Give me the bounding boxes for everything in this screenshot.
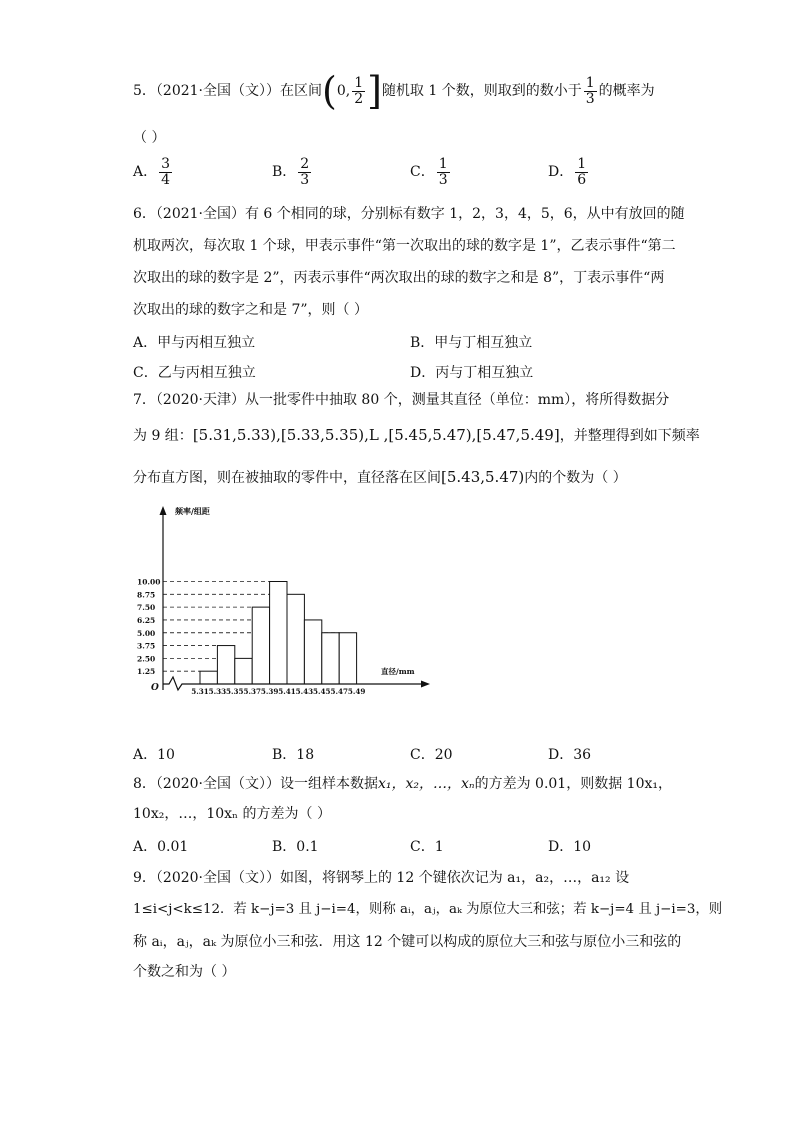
q6-line-2: 机取两次，每次取 1 个球，甲表示事件“第一次取出的球的数字是 1”，乙表示事件“第二: [133, 238, 676, 254]
x-axis-arrow: [421, 681, 430, 688]
q5-tail: 的概率为: [598, 83, 655, 99]
q8-option-c[interactable]: C．1: [410, 839, 444, 855]
q8-option-b[interactable]: B．0.1: [272, 839, 319, 855]
x-tick-label: 5.47: [330, 687, 348, 696]
x-tick-label: 5.49: [347, 687, 366, 696]
histogram-bar: [339, 633, 356, 684]
y-tick-label: 2.50: [137, 654, 156, 664]
q5-option-c[interactable]: C． $\frac{1}{3}$: [410, 156, 448, 188]
q5-option-a[interactable]: A． $\frac{3}{4}$: [133, 156, 171, 188]
q7-option-c[interactable]: C．20: [410, 747, 453, 763]
q6-option-c[interactable]: C．乙与丙相互独立: [133, 365, 256, 381]
x-axis-label: 直径/mm: [381, 667, 415, 676]
y-tick-label: 8.75: [137, 590, 156, 600]
q6-line-1: 6．（2021·全国）有 6 个相同的球，分别标有数字 1，2，3，4，5，6，从中有放回的随: [133, 206, 685, 222]
q9-line-4: 个数之和为（ ）: [133, 964, 236, 980]
histogram-bar: [270, 582, 287, 685]
q6-line-3: 次取出的球的数字是 2”，丙表示事件“两次取出的球的数字之和是 8”，丁表示事件“两: [133, 270, 665, 286]
q5-head: 5．（2021·全国（文））在区间: [133, 83, 322, 99]
y-tick-label: 7.50: [137, 603, 156, 613]
histogram-bar: [322, 633, 339, 684]
histogram-bar: [200, 671, 217, 684]
q5-option-d[interactable]: D． $\frac{1}{6}$: [548, 156, 587, 188]
q6-option-d[interactable]: D．丙与丁相互独立: [410, 365, 534, 381]
origin-label: O: [151, 683, 159, 693]
q5-answer-blank: （ ）: [133, 130, 166, 146]
q8-line-1: 8．（2020·全国（文））设一组样本数据x₁，x₂，…，xₙ的方差为 0.01，则数据 10x₁，: [133, 776, 672, 792]
q8-option-a[interactable]: A．0.01: [133, 839, 189, 855]
x-tick-label: 5.33: [208, 687, 227, 696]
q5-stem: [133, 69, 655, 113]
q8-option-d[interactable]: D．10: [548, 839, 592, 855]
x-tick-label: 5.31: [191, 687, 209, 696]
q7-option-b[interactable]: B．18: [272, 747, 315, 763]
q6-option-a[interactable]: A．甲与丙相互独立: [133, 335, 256, 351]
q5-interval: ( 0, $\frac{1}{2}$ ]: [322, 69, 382, 113]
q6-option-b[interactable]: B．甲与丁相互独立: [410, 335, 533, 351]
q7-option-a[interactable]: A．10: [133, 747, 175, 763]
x-tick-label: 5.41: [278, 687, 296, 696]
q7-line-2: 为 9 组：[5.31,5.33),[5.33,5.35),L ,[5.45,5.47),[5.47,5.49]，并整理得到如下频率: [133, 426, 700, 444]
q7-intervals: [5.31,5.33),[5.33,5.35),L ,[5.45,5.47),[5.47,5.49]: [192, 426, 560, 444]
q6-line-4: 次取出的球的数字之和是 7”，则（ ）: [133, 302, 368, 318]
x-tick-label: 5.43: [295, 687, 314, 696]
frequency-histogram: [133, 503, 433, 703]
histogram-bar: [304, 620, 321, 684]
chart-bars: [200, 582, 357, 685]
y-tick-label: 3.75: [137, 641, 156, 651]
y-tick-label: 1.25: [137, 667, 156, 677]
q5-option-b[interactable]: B． $\frac{2}{3}$: [272, 156, 310, 188]
q9-line-2: 1≤i<j<k≤12．若 k−j=3 且 j−i=4，则称 aᵢ，aⱼ，aₖ 为原位大三和弦；若 k−j=4 且 j−i=3，则: [133, 902, 723, 917]
q7-target-interval: [5.43,5.47): [441, 468, 525, 486]
q5-interval-fraction: $\frac{1}{2}$: [354, 74, 364, 107]
x-tick-label: 5.45: [313, 687, 331, 696]
histogram-bar: [252, 607, 269, 684]
y-tick-label: 5.00: [137, 628, 156, 638]
q5-threshold-fraction: $\frac{1}{3}$: [585, 74, 595, 107]
q7-option-d[interactable]: D．36: [548, 747, 592, 763]
q7-line-1: 7．（2020·天津）从一批零件中抽取 80 个，测量其直径（单位：mm），将所得数据分: [133, 392, 670, 408]
y-tick-label: 6.25: [137, 615, 156, 625]
histogram-bar: [235, 658, 252, 684]
y-axis-label: 频率/组距: [175, 506, 210, 516]
histogram-bar: [217, 646, 234, 684]
q7-line-3: 分布直方图，则在被抽取的零件中，直径落在区间[5.43,5.47)内的个数为（ ）: [133, 468, 627, 486]
y-axis-arrow: [160, 506, 167, 515]
x-tick-label: 5.37: [243, 687, 261, 696]
q8-line-2: 10x₂，…，10xₙ 的方差为（ ）: [133, 806, 331, 822]
x-tick-label: 5.35: [226, 687, 244, 696]
q9-line-3: 称 aᵢ，aⱼ，aₖ 为原位小三和弦．用这 12 个键可以构成的原位大三和弦与原位小三和弦的: [133, 934, 682, 950]
q8-sample-vars: x₁，x₂，…，xₙ: [378, 776, 475, 792]
y-tick-label: 10.00: [137, 577, 161, 587]
q9-line-1: 9．（2020·全国（文））如图，将钢琴上的 12 个键依次记为 a₁，a₂，…，a₁₂ 设: [133, 870, 630, 886]
x-tick-label: 5.39: [260, 687, 279, 696]
histogram-bar: [287, 594, 304, 684]
q5-mid: 随机取 1 个数，则取到的数小于: [381, 83, 582, 99]
